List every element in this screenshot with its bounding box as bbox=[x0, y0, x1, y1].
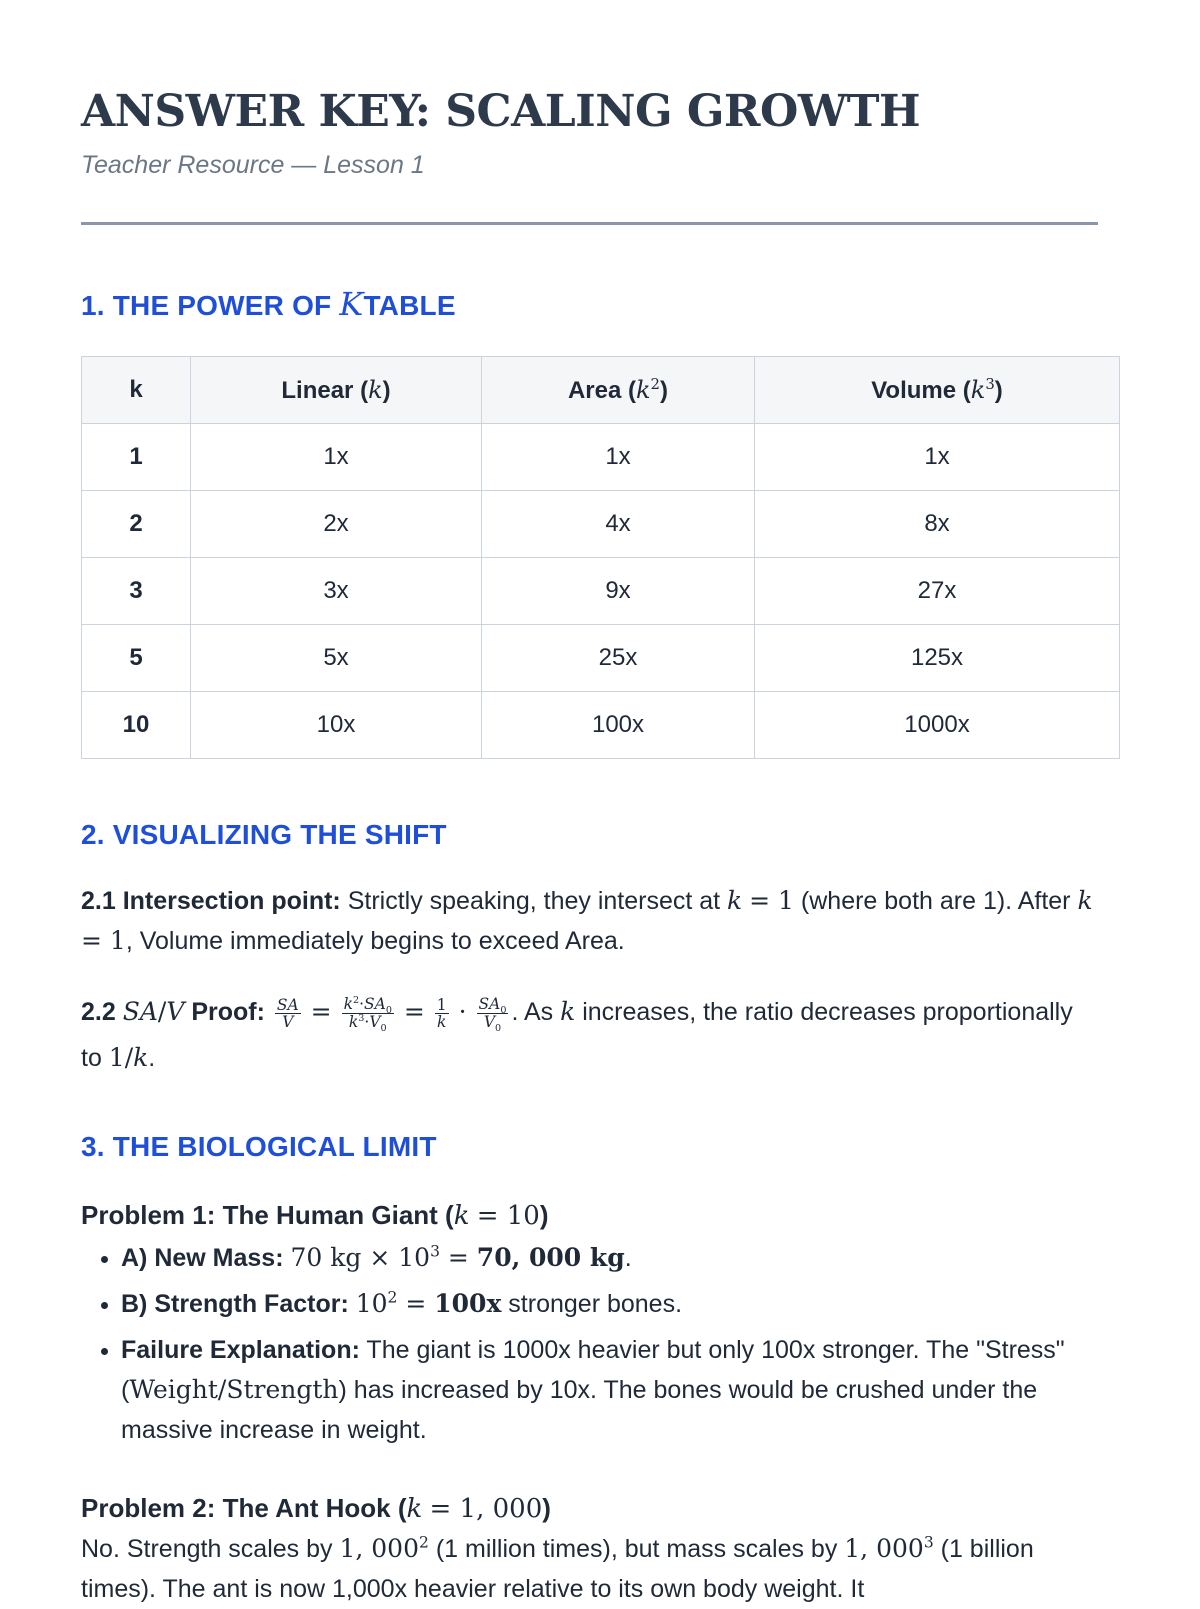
problem-1-title: Problem 1: The Human Giant (k = 10) bbox=[81, 1200, 549, 1231]
table-header-row bbox=[82, 357, 1120, 424]
column-header-linear: Linear (k) bbox=[191, 357, 482, 424]
cell-linear: 3x bbox=[191, 558, 482, 625]
page-title: ANSWER KEY: SCALING GROWTH bbox=[81, 86, 921, 137]
cell-linear: 5x bbox=[191, 625, 482, 692]
header-divider bbox=[81, 222, 1098, 225]
list-item: • B) Strength Factor: $10^2 = 100x$ stronger bones. bbox=[121, 1284, 1098, 1324]
table-row bbox=[82, 491, 1120, 558]
page-subtitle: Teacher Resource — Lesson 1 bbox=[81, 151, 425, 179]
cell-volume: 27x bbox=[755, 558, 1120, 625]
cell-area: 100x bbox=[482, 692, 755, 759]
sa-v-proof-paragraph: 2.2 SA/V Proof: $\frac{SA}{V}$ = $\frac{k^2\cdot SA_0}{k^3\cdot V_0}$ = $\frac{1}{k}$ · $\frac{SA_0}{V_0}$ . As k increases, the ratio decreases proportionally to 1/k. bbox=[81, 994, 1073, 1072]
cell-k: 1 bbox=[82, 424, 191, 491]
problem-2-title: Problem 2: The Ant Hook (k = 1, 000) bbox=[81, 1493, 551, 1524]
section-2-heading: 2. VISUALIZING THE SHIFT bbox=[81, 819, 447, 850]
fraction-sa0-over-v0: $\frac{SA_0}{V_0}$ bbox=[478, 994, 507, 1034]
problem-2-answer: No. Strength scales by 1, $000^2$ (1 million times), but mass scales by 1, $000^3$ (1 billion times). The ant is now 1,000x heavier relative to its own body weight. It bbox=[81, 1533, 1034, 1603]
table-row bbox=[82, 692, 1120, 759]
column-header-area: Area $(k^2)$ bbox=[482, 357, 755, 424]
cell-volume: 1000x bbox=[755, 692, 1120, 759]
cell-linear: 2x bbox=[191, 491, 482, 558]
cell-k: 2 bbox=[82, 491, 191, 558]
table-row bbox=[82, 424, 1120, 491]
fraction-sa-over-v: $\frac{SA}{V}$ bbox=[276, 995, 299, 1031]
cell-area: 4x bbox=[482, 491, 755, 558]
fraction-one-over-k: $\frac{1}{k}$ bbox=[436, 995, 447, 1031]
intersection-point-paragraph: 2.1 Intersection point: Strictly speaking, they intersect at k = 1 (where both are 1). After k = 1, Volume immediately begins to exceed Area. bbox=[81, 886, 1093, 955]
column-header-k: k bbox=[82, 357, 191, 424]
problem-1-answers bbox=[81, 1238, 1098, 1450]
cell-k: 3 bbox=[82, 558, 191, 625]
cell-k: 5 bbox=[82, 625, 191, 692]
cell-volume: 125x bbox=[755, 625, 1120, 692]
cell-k: 10 bbox=[82, 692, 191, 759]
cell-volume: 8x bbox=[755, 491, 1120, 558]
cell-area: 25x bbox=[482, 625, 755, 692]
cell-linear: 1x bbox=[191, 424, 482, 491]
cell-area: 9x bbox=[482, 558, 755, 625]
cell-linear: 10x bbox=[191, 692, 482, 759]
section-3-heading: 3. THE BIOLOGICAL LIMIT bbox=[81, 1131, 437, 1162]
section-1-heading: 1. THE POWER OF KTABLE bbox=[81, 285, 456, 323]
table-row bbox=[82, 625, 1120, 692]
cell-area: 1x bbox=[482, 424, 755, 491]
table-row bbox=[82, 558, 1120, 625]
fraction-scaled: $\frac{k^2\cdot SA_0}{k^3\cdot V_0}$ bbox=[343, 994, 392, 1034]
list-item: • Failure Explanation: The giant is 1000x heavier but only 100x stronger. The "Stress" (Weight/Strength) has increased by 10x. The bones would be crushed under the massive increase in weight. bbox=[121, 1330, 1098, 1450]
column-header-volume: Volume $(k^3)$ bbox=[755, 357, 1120, 424]
cell-volume: 1x bbox=[755, 424, 1120, 491]
list-item: • A) New Mass: 70 kg × $10^3 = 70$, 000 kg. bbox=[121, 1238, 1098, 1278]
power-of-k-table bbox=[81, 356, 1120, 759]
